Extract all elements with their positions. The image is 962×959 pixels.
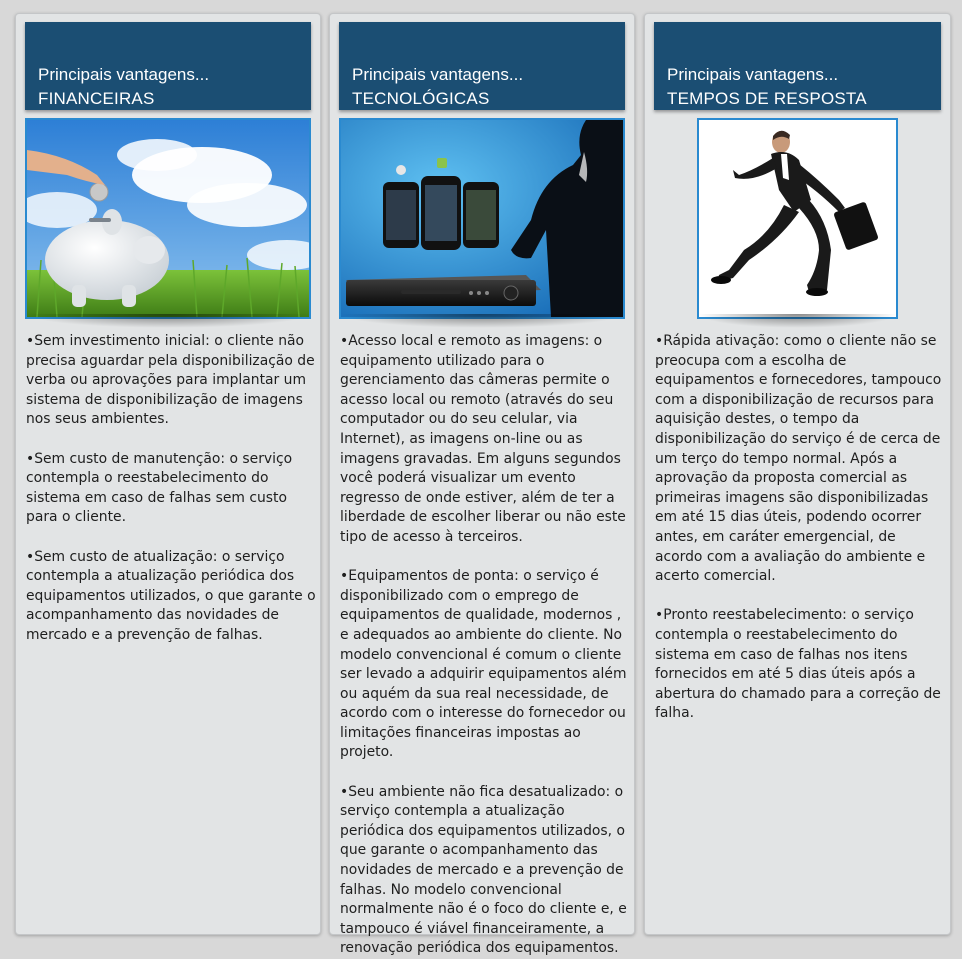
advantage-paragraph: •Sem investimento inicial: o cliente não precisa aguardar pela disponibilização de verba ou aprovações para implantar um sistema de disponibilização de imagens nos seus ambientes.	[26, 333, 315, 428]
advantage-paragraph: •Sem custo de manutenção: o serviço contempla o reestabelecimento do sistema em caso de falhas sem custo para o cliente.	[26, 450, 293, 526]
card-body	[26, 332, 316, 646]
advantage-paragraph: •Equipamentos de ponta: o serviço é disponibilizado com o emprego de equipamentos de qualidade, modernos , e adequados ao ambiente do cliente. No modelo convencional é comum o cliente ser levado a adquirir equipamentos além ou aquém da sua real necessidade, de acordo com o interesse do fornecedor ou limitações financeiras impostas ao projeto.	[340, 568, 627, 761]
card-header-title: TECNOLÓGICAS	[352, 89, 490, 108]
image-shadow	[339, 314, 625, 328]
card-tecnologicas	[329, 13, 635, 957]
advantage-paragraph: •Rápida ativação: como o cliente não se preocupa com a escolha de equipamentos e fornecedores, tampouco com a disponibilização de recursos para aquisição destes, o tempo da disponibilização do serviço é de cerca de um terço do tempo normal. Após a aprovação da proposta comercial as primeiras imagens são disponibilizadas em até 15 dias úteis, podendo ocorrer antes, em caráter emergencial, de acordo com a avaliação do ambiente e acerto comercial.	[655, 333, 942, 585]
card-body	[340, 332, 630, 959]
dvr-smartphones-image	[339, 118, 625, 319]
advantage-paragraph: •Acesso local e remoto as imagens: o equipamento utilizado para o gerenciamento das câmeras permite o acesso local ou remoto (através do seu computador ou do seu celular, via Internet), as imagens on-line ou as imagens gravadas. Em alguns segundos você poderá visualizar um evento regresso de onde estiver, além de ter a liberdade de escolher liberar ou não este tipo de acesso à terceiros.	[340, 333, 626, 545]
card-financeiras	[15, 13, 321, 935]
running-businessman-image	[697, 118, 898, 319]
card-header-title: TEMPOS DE RESPOSTA	[667, 89, 867, 108]
card-tempos-de-resposta	[644, 13, 951, 935]
card-header	[339, 22, 625, 110]
card-header-subtitle: Principais vantagens...	[667, 65, 839, 84]
advantage-paragraph: •Sem custo de atualização: o serviço contempla a atualização periódica dos equipamentos utilizados, o que garante o acompanhamento das novidades de mercado e a prevenção de falhas.	[26, 548, 316, 643]
card-header	[25, 22, 311, 110]
card-header-subtitle: Principais vantagens...	[352, 65, 524, 84]
piggy-bank-image	[25, 118, 311, 319]
advantage-paragraph: •Seu ambiente não fica desatualizado: o serviço contempla a atualização periódica dos equipamentos utilizados, o que garante o acompanhamento das novidades de mercado e a prevenção de falhas. No modelo convencional normalmente não é o foco do cliente e, e tampouco é viável financeiramente, a renovação periódica dos equipamentos.	[340, 783, 627, 957]
image-shadow	[25, 314, 311, 328]
card-header	[654, 22, 941, 110]
advantage-paragraph: •Pronto reestabelecimento: o serviço contempla o reestabelecimento do sistema em caso de falhas nos itens fornecidos em até 5 dias úteis após a abertura do chamado para a correção de falha.	[655, 607, 941, 722]
card-header-subtitle: Principais vantagens...	[38, 65, 210, 84]
card-header-title: FINANCEIRAS	[38, 89, 155, 108]
card-body	[655, 332, 947, 724]
image-shadow	[697, 314, 898, 328]
